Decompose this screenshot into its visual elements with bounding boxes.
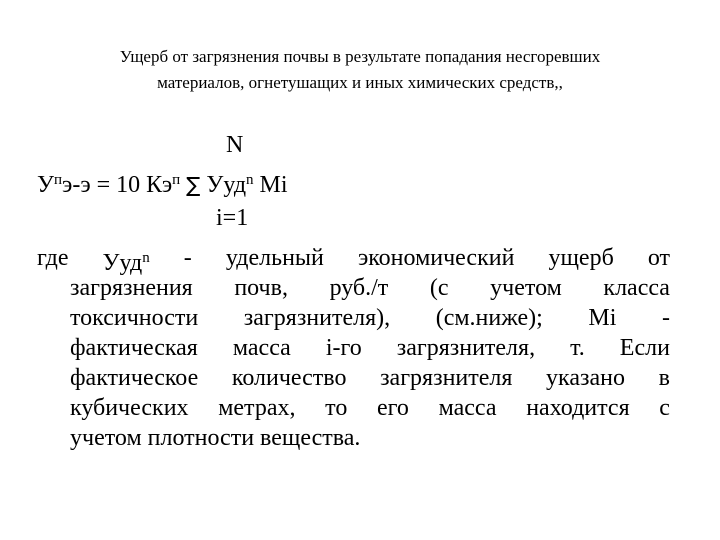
explanation-word: то <box>325 395 348 421</box>
explanation-line <box>37 273 670 303</box>
explanation-word: масса <box>232 335 291 361</box>
explanation-line <box>37 303 670 333</box>
explanation-word: находится <box>526 395 630 421</box>
explanation-word: (см.ниже); <box>435 305 543 331</box>
explanation-word: кубических <box>70 395 189 421</box>
explanation-word: загрязнения <box>70 275 193 301</box>
sum-lower-limit: i=1 <box>216 205 249 231</box>
explanation-word: - <box>183 245 192 271</box>
formula-lhs-superscript: п <box>54 172 63 188</box>
explanation-word: в <box>658 365 670 391</box>
explanation-word: фактическая <box>70 335 198 361</box>
explanation-word: метрах, <box>218 395 296 421</box>
formula-term-tail: Mi <box>253 172 288 198</box>
formula-lhs-subscript: э-э = 10 Кэ <box>62 172 173 198</box>
explanation-word: его <box>377 395 409 421</box>
explanation-word: почв, <box>234 275 288 301</box>
explanation-word: масса <box>438 395 497 421</box>
explanation-variable: Ууд$^n$ <box>102 250 150 276</box>
explanation-word: токсичности <box>70 305 199 331</box>
explanation-word: класса <box>603 275 670 301</box>
title-line-1: Ущерб от загрязнения почвы в результате попадания несгоревших <box>119 47 601 66</box>
explanation-line <box>37 243 670 276</box>
explanation-line <box>37 333 670 363</box>
explanation-word: количество <box>231 365 347 391</box>
formula-term: Ууд <box>206 172 247 198</box>
explanation-word: Если <box>619 335 670 361</box>
explanation-last-line: учетом плотности вещества. <box>70 425 361 451</box>
slide-title <box>0 44 720 96</box>
explanation-line <box>37 363 670 393</box>
explanation-word: с <box>659 395 670 421</box>
explanation-word: от <box>647 245 670 271</box>
explanation-word: фактическое <box>70 365 199 391</box>
explanation-word: где <box>37 245 69 271</box>
explanation-word: руб./т <box>329 275 389 301</box>
sum-upper-limit: N <box>226 132 244 158</box>
explanation-word: указано <box>546 365 625 391</box>
explanation-word: учетом <box>490 275 562 301</box>
sigma-symbol: ∑ <box>186 173 201 197</box>
explanation-word: i-го <box>325 335 362 361</box>
title-line-2: материалов, огнетушащих и иных химических средств,, <box>157 73 563 92</box>
explanation-text <box>37 243 670 453</box>
explanation-word: загрязнителя, <box>396 335 536 361</box>
explanation-word: Mi <box>588 305 617 331</box>
explanation-word: загрязнителя), <box>243 305 391 331</box>
explanation-line <box>37 423 670 453</box>
damage-formula <box>37 165 288 200</box>
formula-lhs: У <box>37 172 54 198</box>
explanation-word: экономический <box>357 245 515 271</box>
explanation-word: - <box>661 305 670 331</box>
explanation-line <box>37 393 670 423</box>
explanation-word: ущерб <box>548 245 614 271</box>
formula-k-superscript: п <box>172 172 181 188</box>
formula-term-superscript: n <box>246 172 254 188</box>
explanation-word: удельный <box>225 245 324 271</box>
explanation-word: (с <box>429 275 449 301</box>
explanation-word: т. <box>570 335 585 361</box>
explanation-word: загрязнителя <box>380 365 513 391</box>
